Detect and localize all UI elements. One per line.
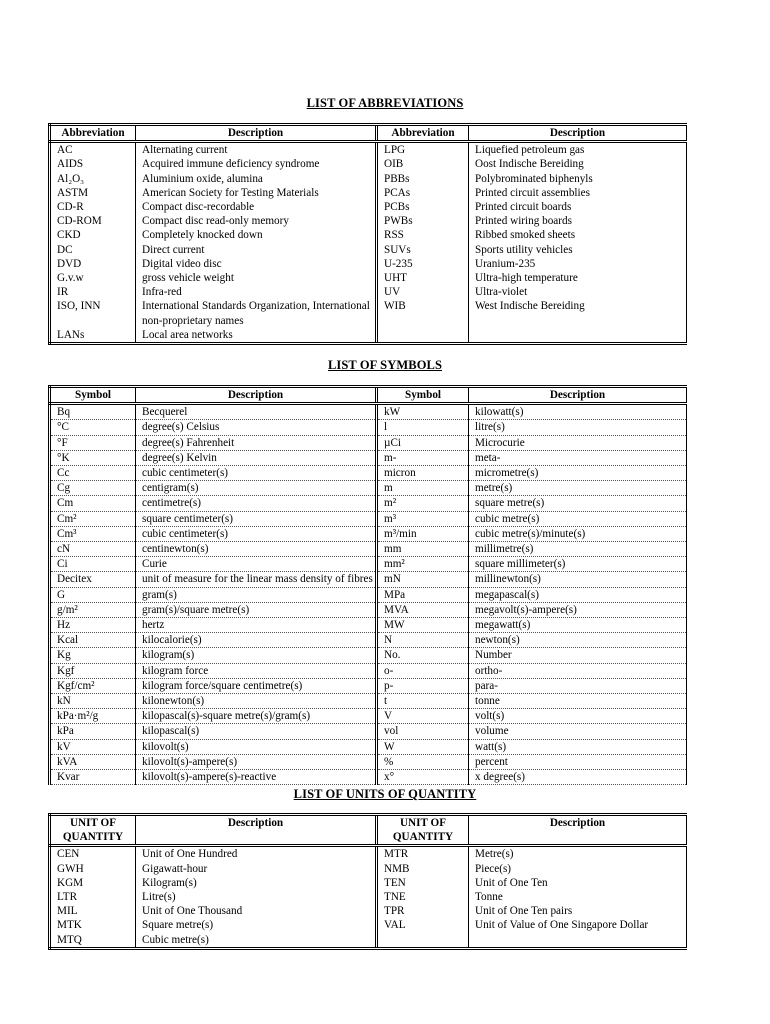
- table-row: [50, 157, 687, 171]
- cell-code: Kg: [50, 648, 136, 663]
- cell-description: Piece(s): [469, 862, 687, 876]
- cell-code: NMB: [377, 862, 469, 876]
- cell-code: x°: [377, 770, 469, 785]
- table-row: [50, 618, 687, 633]
- cell-description: [469, 933, 687, 949]
- cell-code: U-235: [377, 257, 469, 271]
- cell-description: kilogram(s): [136, 648, 377, 663]
- cell-description: Local area networks: [136, 328, 377, 344]
- cell-code: kN: [50, 694, 136, 709]
- cell-description: Aluminium oxide, alumina: [136, 172, 377, 186]
- cell-description: Tonne: [469, 890, 687, 904]
- cell-code: MW: [377, 618, 469, 633]
- abbreviations-title: LIST OF ABBREVIATIONS: [306, 96, 464, 110]
- cell-code: RSS: [377, 228, 469, 242]
- cell-code: W: [377, 739, 469, 754]
- table-row: [50, 876, 687, 890]
- table-row: [50, 496, 687, 511]
- table-row: [50, 526, 687, 541]
- cell-description: Oost Indische Bereiding: [469, 157, 687, 171]
- abbreviations-body: [50, 142, 687, 344]
- column-header: Symbol: [50, 387, 136, 404]
- cell-code: MTK: [50, 918, 136, 932]
- cell-description: metre(s): [469, 481, 687, 496]
- table-row: [50, 890, 687, 904]
- table-row: [50, 602, 687, 617]
- cell-code: V: [377, 709, 469, 724]
- cell-code: IR: [50, 285, 136, 299]
- table-row: [50, 435, 687, 450]
- cell-code: UV: [377, 285, 469, 299]
- cell-description: unit of measure for the linear mass density of fibres: [136, 572, 377, 587]
- cell-code: cN: [50, 542, 136, 557]
- cell-code: t: [377, 694, 469, 709]
- cell-code: Bq: [50, 404, 136, 420]
- cell-code: PCAs: [377, 186, 469, 200]
- column-header: Description: [136, 815, 377, 846]
- cell-description: Metre(s): [469, 846, 687, 862]
- cell-code: AIDS: [50, 157, 136, 171]
- cell-code: kV: [50, 739, 136, 754]
- cell-code: m-: [377, 450, 469, 465]
- table-row: [50, 328, 687, 344]
- table-header-row: [50, 387, 687, 404]
- cell-description: Gigawatt-hour: [136, 862, 377, 876]
- cell-description: Ribbed smoked sheets: [469, 228, 687, 242]
- cell-code: MTQ: [50, 933, 136, 949]
- table-row: [50, 172, 687, 186]
- table-row: [50, 572, 687, 587]
- cell-description: degree(s) Celsius: [136, 420, 377, 435]
- cell-code: kPa·m²/g: [50, 709, 136, 724]
- column-header: Symbol: [377, 387, 469, 404]
- cell-description: gross vehicle weight: [136, 271, 377, 285]
- cell-code: Decitex: [50, 572, 136, 587]
- cell-description: American Society for Testing Materials: [136, 186, 377, 200]
- table-row: [50, 557, 687, 572]
- table-header-row: [50, 815, 687, 846]
- cell-code: micron: [377, 466, 469, 481]
- cell-code: CKD: [50, 228, 136, 242]
- cell-code: N: [377, 633, 469, 648]
- table-row: [50, 285, 687, 299]
- cell-code: UHT: [377, 271, 469, 285]
- cell-code: Cm³: [50, 526, 136, 541]
- cell-description: watt(s): [469, 739, 687, 754]
- cell-description: megapascal(s): [469, 587, 687, 602]
- cell-description: percent: [469, 754, 687, 769]
- cell-code: G: [50, 587, 136, 602]
- cell-code: G.v.w: [50, 271, 136, 285]
- cell-description: square metre(s): [469, 496, 687, 511]
- cell-description: micrometre(s): [469, 466, 687, 481]
- cell-code: Kvar: [50, 770, 136, 785]
- cell-description: volume: [469, 724, 687, 739]
- cell-code: g/m²: [50, 602, 136, 617]
- cell-code: kW: [377, 404, 469, 420]
- table-row: [50, 724, 687, 739]
- column-header: Description: [469, 125, 687, 142]
- cell-code: m: [377, 481, 469, 496]
- cell-code: Cm: [50, 496, 136, 511]
- table-row: [50, 404, 687, 420]
- cell-description: cubic centimeter(s): [136, 466, 377, 481]
- table-row: [50, 754, 687, 769]
- cell-description: kilovolt(s)-ampere(s): [136, 754, 377, 769]
- cell-code: Kgf/cm²: [50, 678, 136, 693]
- cell-code: vol: [377, 724, 469, 739]
- column-header: UNIT OF QUANTITY: [377, 815, 469, 846]
- cell-code: kPa: [50, 724, 136, 739]
- cell-code: LPG: [377, 142, 469, 158]
- cell-description: degree(s) Fahrenheit: [136, 435, 377, 450]
- cell-description: Number: [469, 648, 687, 663]
- cell-description: gram(s): [136, 587, 377, 602]
- cell-description: [469, 328, 687, 344]
- cell-code: LTR: [50, 890, 136, 904]
- table-row: [50, 200, 687, 214]
- table-row: [50, 542, 687, 557]
- cell-description: x degree(s): [469, 770, 687, 785]
- cell-description: cubic metre(s)/minute(s): [469, 526, 687, 541]
- table-row: [50, 933, 687, 949]
- cell-description: Alternating current: [136, 142, 377, 158]
- cell-code: PCBs: [377, 200, 469, 214]
- table-row: [50, 846, 687, 862]
- cell-code: TNE: [377, 890, 469, 904]
- cell-code: MPa: [377, 587, 469, 602]
- cell-code: µCi: [377, 435, 469, 450]
- cell-code: p-: [377, 678, 469, 693]
- cell-code: mN: [377, 572, 469, 587]
- cell-description: Infra-red: [136, 285, 377, 299]
- cell-description: Acquired immune deficiency syndrome: [136, 157, 377, 171]
- cell-code: GWH: [50, 862, 136, 876]
- cell-description: centimetre(s): [136, 496, 377, 511]
- table-row: [50, 709, 687, 724]
- cell-code: MTR: [377, 846, 469, 862]
- cell-description: Direct current: [136, 243, 377, 257]
- cell-description: Compact disc read-only memory: [136, 214, 377, 228]
- table-row: [50, 739, 687, 754]
- cell-description: kilogram force/square centimetre(s): [136, 678, 377, 693]
- cell-code: PBBs: [377, 172, 469, 186]
- cell-code: TPR: [377, 904, 469, 918]
- cell-description: Sports utility vehicles: [469, 243, 687, 257]
- cell-code: l: [377, 420, 469, 435]
- cell-code: m³: [377, 511, 469, 526]
- cell-code: AC: [50, 142, 136, 158]
- cell-code: ISO, INN: [50, 299, 136, 327]
- cell-description: Polybrominated biphenyls: [469, 172, 687, 186]
- table-row: [50, 142, 687, 158]
- cell-description: cubic centimeter(s): [136, 526, 377, 541]
- cell-code: Al₂O₃: [50, 172, 136, 186]
- cell-description: Unit of One Ten pairs: [469, 904, 687, 918]
- symbols-table: [48, 385, 687, 785]
- cell-description: Ultra-violet: [469, 285, 687, 299]
- cell-description: Unit of One Hundred: [136, 846, 377, 862]
- cell-description: degree(s) Kelvin: [136, 450, 377, 465]
- cell-code: Hz: [50, 618, 136, 633]
- cell-code: Ci: [50, 557, 136, 572]
- cell-description: Completely knocked down: [136, 228, 377, 242]
- cell-description: hertz: [136, 618, 377, 633]
- table-row: [50, 648, 687, 663]
- cell-description: Printed circuit boards: [469, 200, 687, 214]
- table-row: [50, 633, 687, 648]
- cell-description: International Standards Organization, International non-proprietary names: [136, 299, 377, 327]
- cell-description: Cubic metre(s): [136, 933, 377, 949]
- cell-description: kilovolt(s)-ampere(s)-reactive: [136, 770, 377, 785]
- cell-description: Compact disc-recordable: [136, 200, 377, 214]
- table-row: [50, 904, 687, 918]
- cell-description: Printed wiring boards: [469, 214, 687, 228]
- cell-code: CEN: [50, 846, 136, 862]
- table-row: [50, 257, 687, 271]
- cell-code: Kcal: [50, 633, 136, 648]
- table-row: [50, 420, 687, 435]
- cell-description: Unit of One Ten: [469, 876, 687, 890]
- cell-code: °K: [50, 450, 136, 465]
- cell-description: centinewton(s): [136, 542, 377, 557]
- column-header: Description: [136, 387, 377, 404]
- cell-description: Digital video disc: [136, 257, 377, 271]
- cell-description: Litre(s): [136, 890, 377, 904]
- cell-description: Unit of One Thousand: [136, 904, 377, 918]
- cell-code: Kgf: [50, 663, 136, 678]
- symbols-title: LIST OF SYMBOLS: [327, 358, 443, 372]
- column-header: UNIT OF QUANTITY: [50, 815, 136, 846]
- cell-description: centigram(s): [136, 481, 377, 496]
- units-title: LIST OF UNITS OF QUANTITY: [293, 787, 477, 801]
- cell-code: m²: [377, 496, 469, 511]
- abbreviations-table: [48, 123, 687, 345]
- cell-code: MIL: [50, 904, 136, 918]
- cell-description: square centimeter(s): [136, 511, 377, 526]
- cell-code: o-: [377, 663, 469, 678]
- column-header: Description: [136, 125, 377, 142]
- cell-description: Liquefied petroleum gas: [469, 142, 687, 158]
- cell-description: Becquerel: [136, 404, 377, 420]
- cell-code: %: [377, 754, 469, 769]
- cell-code: KGM: [50, 876, 136, 890]
- table-row: [50, 918, 687, 932]
- table-row: [50, 770, 687, 785]
- cell-description: cubic metre(s): [469, 511, 687, 526]
- table-row: [50, 481, 687, 496]
- cell-description: Curie: [136, 557, 377, 572]
- cell-description: kilopascal(s)-square metre(s)/gram(s): [136, 709, 377, 724]
- table-row: [50, 466, 687, 481]
- cell-code: OIB: [377, 157, 469, 171]
- table-row: [50, 186, 687, 200]
- cell-description: tonne: [469, 694, 687, 709]
- table-row: [50, 678, 687, 693]
- column-header: Description: [469, 387, 687, 404]
- cell-description: para-: [469, 678, 687, 693]
- cell-code: kVA: [50, 754, 136, 769]
- column-header: Abbreviation: [377, 125, 469, 142]
- cell-code: ASTM: [50, 186, 136, 200]
- cell-code: DVD: [50, 257, 136, 271]
- column-header: Abbreviation: [50, 125, 136, 142]
- table-row: [50, 228, 687, 242]
- cell-code: mm²: [377, 557, 469, 572]
- table-row: [50, 694, 687, 709]
- cell-code: Cc: [50, 466, 136, 481]
- cell-description: millimetre(s): [469, 542, 687, 557]
- table-row: [50, 214, 687, 228]
- cell-description: megavolt(s)-ampere(s): [469, 602, 687, 617]
- cell-description: Ultra-high temperature: [469, 271, 687, 285]
- cell-code: PWBs: [377, 214, 469, 228]
- symbols-body: [50, 404, 687, 785]
- cell-description: meta-: [469, 450, 687, 465]
- cell-code: Cm²: [50, 511, 136, 526]
- cell-description: square millimeter(s): [469, 557, 687, 572]
- table-row: [50, 299, 687, 327]
- cell-code: CD-R: [50, 200, 136, 214]
- cell-description: volt(s): [469, 709, 687, 724]
- cell-code: DC: [50, 243, 136, 257]
- table-row: [50, 587, 687, 602]
- cell-description: West Indische Bereiding: [469, 299, 687, 327]
- cell-description: kilopascal(s): [136, 724, 377, 739]
- cell-code: [377, 933, 469, 949]
- cell-description: kilovolt(s): [136, 739, 377, 754]
- cell-description: gram(s)/square metre(s): [136, 602, 377, 617]
- cell-description: Kilogram(s): [136, 876, 377, 890]
- cell-code: [377, 328, 469, 344]
- cell-code: MVA: [377, 602, 469, 617]
- cell-code: °F: [50, 435, 136, 450]
- cell-description: millinewton(s): [469, 572, 687, 587]
- table-row: [50, 862, 687, 876]
- cell-description: Square metre(s): [136, 918, 377, 932]
- cell-code: WIB: [377, 299, 469, 327]
- cell-code: TEN: [377, 876, 469, 890]
- cell-code: °C: [50, 420, 136, 435]
- table-row: [50, 663, 687, 678]
- cell-description: Unit of Value of One Singapore Dollar: [469, 918, 687, 932]
- table-row: [50, 243, 687, 257]
- table-header-row: [50, 125, 687, 142]
- cell-code: m³/min: [377, 526, 469, 541]
- cell-description: litre(s): [469, 420, 687, 435]
- cell-code: VAL: [377, 918, 469, 932]
- cell-description: kilowatt(s): [469, 404, 687, 420]
- cell-code: mm: [377, 542, 469, 557]
- cell-description: megawatt(s): [469, 618, 687, 633]
- cell-description: kilocalorie(s): [136, 633, 377, 648]
- cell-description: Uranium-235: [469, 257, 687, 271]
- table-row: [50, 450, 687, 465]
- column-header: Description: [469, 815, 687, 846]
- units-table: [48, 813, 687, 950]
- cell-code: No.: [377, 648, 469, 663]
- cell-description: kilogram force: [136, 663, 377, 678]
- cell-description: Printed circuit assemblies: [469, 186, 687, 200]
- cell-code: SUVs: [377, 243, 469, 257]
- cell-description: kilonewton(s): [136, 694, 377, 709]
- cell-code: LANs: [50, 328, 136, 344]
- cell-description: newton(s): [469, 633, 687, 648]
- table-row: [50, 271, 687, 285]
- table-row: [50, 511, 687, 526]
- cell-code: Cg: [50, 481, 136, 496]
- cell-description: Microcurie: [469, 435, 687, 450]
- cell-code: CD-ROM: [50, 214, 136, 228]
- units-body: [50, 846, 687, 948]
- cell-description: ortho-: [469, 663, 687, 678]
